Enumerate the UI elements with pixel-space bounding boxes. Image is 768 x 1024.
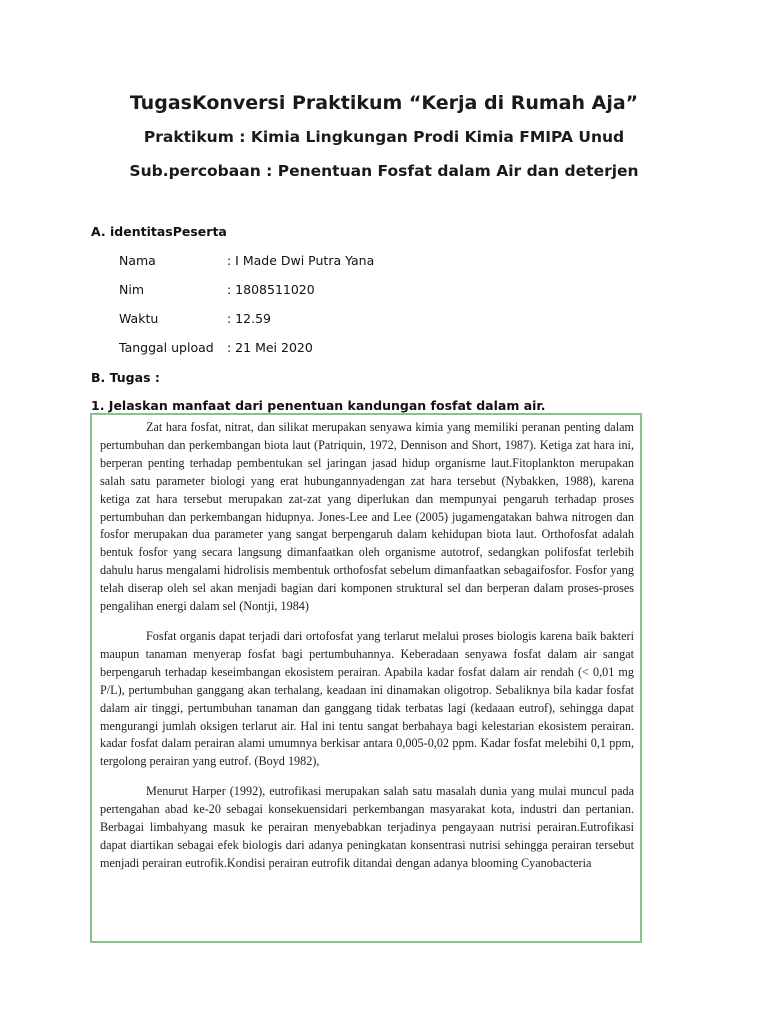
identity-label: Nim bbox=[119, 282, 144, 297]
identity-label: Waktu bbox=[119, 311, 159, 326]
identity-value: : 1808511020 bbox=[227, 282, 315, 297]
identity-label: Nama bbox=[119, 253, 156, 268]
question-1: 1. Jelaskan manfaat dari penentuan kandungan fosfat dalam air. bbox=[91, 398, 546, 413]
tasks-heading: B. Tugas : bbox=[91, 370, 160, 385]
practicum-subtitle: Praktikum : Kimia Lingkungan Prodi Kimia FMIPA Unud bbox=[143, 128, 625, 146]
document-title: TugasKonversi Praktikum “Kerja di Rumah Aja” bbox=[129, 92, 639, 114]
identity-value: : I Made Dwi Putra Yana bbox=[227, 253, 375, 268]
identity-label: Tanggal upload bbox=[119, 340, 214, 355]
identity-heading: A. identitasPeserta bbox=[91, 224, 227, 239]
answer-box bbox=[90, 413, 642, 943]
answer-paragraph: Menurut Harper (1992), eutrofikasi merupakan salah satu masalah dunia yang mulai muncul pada pertengahan abad ke-20 sebagai konsekuensidari perkembangan masyarakat kota, industri dan pertanian. Berbagai limbahyang masuk ke perairan menyebabkan terjadinya pengayaan nutrisi perairan.Eutrofikasi dapat diartikan sebagai efek biologis dari adanya peningkatan konsentrasi nutrisi sehingga perairan tersebut menjadi perairan eutrofik.Kondisi perairan eutrofik ditandai dengan adanya blooming Cyanobacteria bbox=[100, 784, 634, 870]
sub-experiment-title: Sub.percobaan : Penentuan Fosfat dalam Air dan deterjen bbox=[129, 162, 639, 180]
identity-value: : 21 Mei 2020 bbox=[227, 340, 313, 355]
identity-value: : 12.59 bbox=[227, 311, 271, 326]
answer-paragraph: Zat hara fosfat, nitrat, dan silikat merupakan senyawa kimia yang memiliki peranan penting dalam pertumbuhan dan perkembangan biota laut (Patriquin, 1972, Dennison and Short, 1987). Ketiga zat hara ini, berperan penting terhadap pembentukan sel jaringan jasad hidup organisme laut.Fitoplankton merupakan salah satu parameter biologi yang erat hubungannyadengan zat hara tersebut (Nybakken, 1988), karena ketiga zat hara tersebut merupakan zat-zat yang diperlukan dan mempunyai pengaruh terhadap proses pertumbuhan dan perkembangan hidupnya. Jones-Lee and Lee (2005) jugamengatakan bahwa nitrogen dan fosfor merupakan dua parameter yang sangat berpengaruh dalam kehidupan biota laut. Orthofosfat adalah bentuk fosfor yang secara langsung dimanfaatkan oleh organisme autotrof, sedangkan polifosfat terlebih dahulu harus mengalami hidrolisis membentuk orthofosfat sebelum dimanfaatkan sebagaifosfor. Fosfor yang telah diserap oleh sel akan menjadi bagian dari komponen struktural sel dan berperan dalam proses-proses pengalihan energi dalam sel (Nontji, 1984) bbox=[100, 420, 634, 614]
answer-paragraph: Fosfat organis dapat terjadi dari ortofosfat yang terlarut melalui proses biologis karena baik bakteri maupun tanaman menyerap fosfat bagi pertumbuhannya. Keberadaan senyawa fosfat dalam air sangat berpengaruh terhadap keseimbangan ekosistem perairan. Apabila kadar fosfat dalam air rendah (< 0,01 mg P/L), pertumbuhan ganggang akan terhalang, keadaan ini dinamakan oligotrop. Sebaliknya bila kadar fosfat dalam air tinggi, pertumbuhan tanaman dan ganggang tidak terbatas lagi (kedaaan eutrof), sehingga dapat mengurangi jumlah oksigen terlarut air. Hal ini tentu sangat berbahaya bagi kelestarian ekosistem perairan. kadar fosfat dalam perairan alami umumnya berkisar antara 0,005-0,02 ppm. Kadar fosfat melebihi 0,1 ppm, tergolong perairan yang eutrof. (Boyd 1982), bbox=[100, 628, 634, 769]
